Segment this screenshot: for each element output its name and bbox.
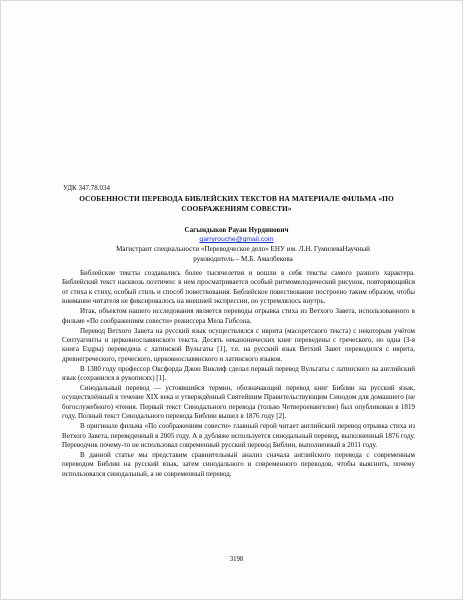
document-page — [53, 1, 420, 601]
author-affiliation: Магистрант специальности «Переводческое дело» ЕНУ им. Л.Н. ГумилеваНаучный руководитель – М.Б. Амалбекова — [116, 245, 370, 263]
article-body — [62, 269, 415, 479]
paragraph: Перевод Ветхого Завета на русский язык осуществлялся с иврита (масоретского текста) с некоторым учётом Септуагинты и церковнославянского текста. Десять неканонических книг переведены с греческого, но одна (3-я книга Ездры) переведена с латинской Вульгаты [1], т.е. на русский язык Ветхий Завет переводился с иврита, древнегреческого, греческого, церковнославянского и латинского языков. — [62, 326, 415, 363]
paragraph: В оригинале фильма «По соображениям совести» главный герой читает английский перевод отрывка стиха из Ветхого Завета, переведенный в 2005 году. А в дубляже используется синодальный перевод, выполненный 1876 году. Переводчик почему-то не использовал современный русский перевод Библии, выполненный в 2011 году. — [62, 422, 415, 450]
paragraph: В 1380 году профессор Оксфорда Джон Виклиф сделал первый перевод Вульгаты с латинского на английский язык (сохранился в рукописях) [1]. — [62, 364, 415, 383]
author-name: Сагындыков Рауан Нурдинович — [184, 226, 289, 234]
article-title: ОСОБЕННОСТИ ПЕРЕВОДА БИБЛЕЙСКИХ ТЕКСТОВ НА МАТЕРИАЛЕ ФИЛЬМА «ПО СООБРАЖЕНИЯМ СОВЕСТИ» — [79, 194, 394, 213]
paragraph: Синодальный перевод — устоявшийся термин, обозначающий перевод книг Библии на русский язык, осуществлённый в течение XIX века и утверждённый Святейшим Правительствующим Синодом для домашнего (не богослужебного) чтения. Первый текст Синодального перевода (только Четвероевангелие) был опубликован в 1819 году. Полный текст Синодального перевода Библии вышел в 1876 году [2]. — [62, 384, 415, 421]
paragraph: В данной статье мы представим сравнительный анализ сначала английского перевода с современным переводом Библии на русский язык, затем синодального и современного переводов, чтобы выяснить, почему использовался синодальный, а не современный перевод. — [62, 450, 415, 478]
paragraph: Библейские тексты создавались более тысячелетия и вошли в себя тексты самого разного характера. Библейский текст насквозь поэтичен: в нем просматривается особый ритмомелодический рисунок, повторяющийся от стиха к стиху, особый стиль и способ повествования. Библейское повествование построено таким образом, чтобы внимание читателя не фиксировалось на внешней экспрессии, но устремлялось внутрь. — [62, 269, 415, 306]
udk-code: УДК 347.78.034 — [63, 184, 110, 192]
paragraph: Итак, объектом нашего исследования является переводы отрывка стиха из Ветхого Завета, использованного в фильме «По соображениям совести» режиссера Мела Гибсона. — [62, 307, 415, 325]
author-email-link[interactable]: garryrouche@gmail.com — [199, 236, 274, 243]
page-number: 3198 — [229, 556, 244, 563]
